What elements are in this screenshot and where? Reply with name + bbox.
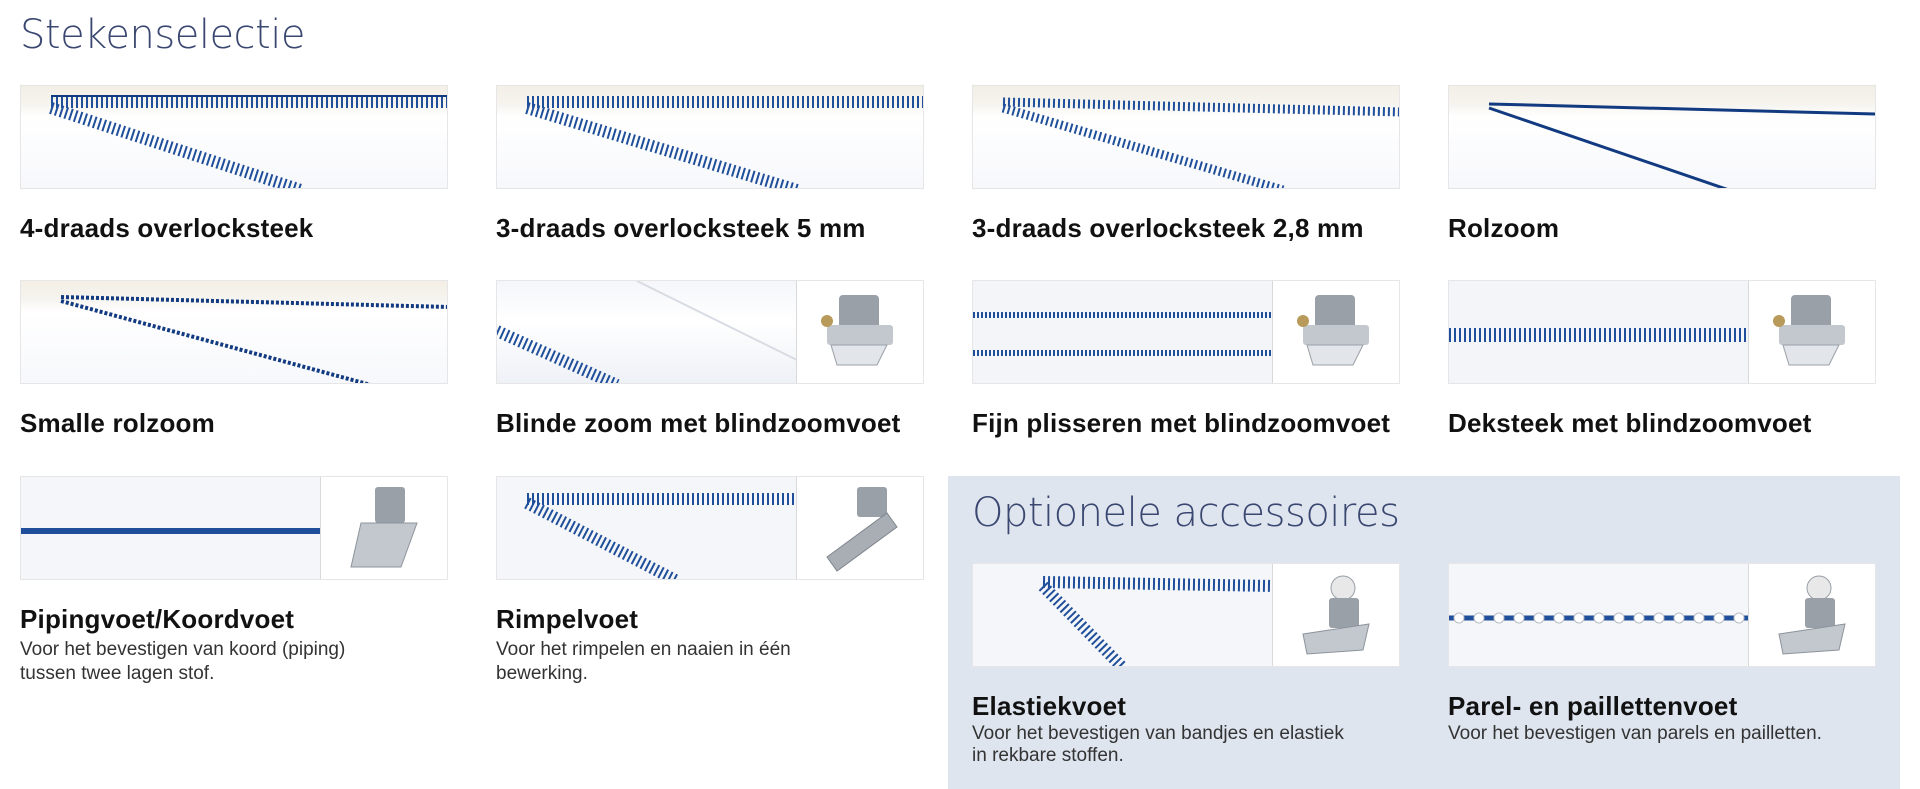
optional-accessories-title: Optionele accessoires <box>972 490 1400 536</box>
stitch-card <box>1448 85 1876 243</box>
piping-foot-icon <box>321 477 447 579</box>
desc-line: Voor het bevestigen van bandjes en elastiek <box>972 723 1344 744</box>
piping-graphic <box>21 477 323 580</box>
accessory-card <box>972 563 1400 767</box>
overlock-seam-graphic <box>21 86 448 189</box>
stitch-image <box>972 280 1400 384</box>
gathering-graphic <box>497 477 799 580</box>
accessory-description <box>1448 723 1838 745</box>
stitch-title: Deksteek met blindzoomvoet <box>1448 408 1812 438</box>
narrow-rolled-hem-graphic <box>21 281 448 384</box>
page-title: Stekenselectie <box>20 12 305 58</box>
stitch-image <box>20 280 448 384</box>
stitch-card <box>20 85 448 243</box>
overlock-seam-graphic <box>497 86 924 189</box>
pearl-graphic <box>1449 564 1751 667</box>
presser-foot-image <box>320 477 447 579</box>
stitch-title: Pipingvoet/Koordvoet <box>20 604 295 634</box>
stitch-image <box>972 85 1400 189</box>
stitch-image <box>496 85 924 189</box>
stitch-card <box>20 476 448 686</box>
accessory-title: Parel- en paillettenvoet <box>1448 691 1738 721</box>
stitch-card <box>20 280 448 438</box>
pearl-foot-icon <box>1749 564 1875 666</box>
stitch-image <box>496 280 924 384</box>
pintuck-graphic <box>973 281 1275 384</box>
accessory-card <box>1448 563 1876 745</box>
presser-foot-image <box>1748 564 1875 666</box>
accessory-description <box>972 723 1362 767</box>
elastic-foot-icon <box>1273 564 1399 666</box>
presser-foot-image <box>1272 564 1399 666</box>
stitch-card <box>496 280 924 438</box>
stitch-title: 3-draads overlocksteek 5 mm <box>496 213 866 243</box>
stitch-card <box>496 85 924 243</box>
desc-line: Voor het bevestigen van koord (piping) <box>20 639 346 660</box>
presser-foot-image <box>796 281 923 383</box>
desc-line: Voor het bevestigen van parels en pailletten. <box>1448 723 1822 744</box>
elastic-graphic <box>973 564 1275 667</box>
stitch-description <box>20 638 410 686</box>
rolled-hem-graphic <box>1449 86 1876 189</box>
blind-hem-graphic <box>497 281 799 384</box>
stitch-card <box>972 85 1400 243</box>
stitch-title: Smalle rolzoom <box>20 408 215 438</box>
stitch-card <box>972 280 1400 438</box>
desc-line: Voor het rimpelen en naaien in één bewerking. <box>496 639 791 684</box>
presser-foot-icon <box>797 281 923 383</box>
presser-foot-image <box>1272 281 1399 383</box>
desc-line: in rekbare stoffen. <box>972 745 1124 766</box>
stitch-image <box>20 476 448 580</box>
accessory-image <box>972 563 1400 667</box>
stitch-image <box>20 85 448 189</box>
presser-foot-icon <box>1273 281 1399 383</box>
stitch-image <box>1448 85 1876 189</box>
presser-foot-image <box>1748 281 1875 383</box>
stitch-title: Fijn plisseren met blindzoomvoet <box>972 408 1391 438</box>
stitch-title: 4-draads overlocksteek <box>20 213 314 243</box>
stitch-title: Blinde zoom met blindzoomvoet <box>496 408 901 438</box>
presser-foot-image <box>796 477 923 579</box>
stitch-title: Rimpelvoet <box>496 604 639 634</box>
stitch-description <box>496 638 886 686</box>
accessory-image <box>1448 563 1876 667</box>
accessory-title: Elastiekvoet <box>972 691 1127 721</box>
stitch-card <box>1448 280 1876 438</box>
presser-foot-icon <box>1749 281 1875 383</box>
stitch-image <box>496 476 924 580</box>
stitch-image <box>1448 280 1876 384</box>
stitch-card <box>496 476 924 686</box>
cover-stitch-graphic <box>1449 281 1751 384</box>
stitch-title: 3-draads overlocksteek 2,8 mm <box>972 213 1364 243</box>
stitch-title: Rolzoom <box>1448 213 1560 243</box>
overlock-seam-graphic <box>973 86 1400 189</box>
gathering-foot-icon <box>797 477 923 579</box>
desc-line: tussen twee lagen stof. <box>20 663 215 684</box>
